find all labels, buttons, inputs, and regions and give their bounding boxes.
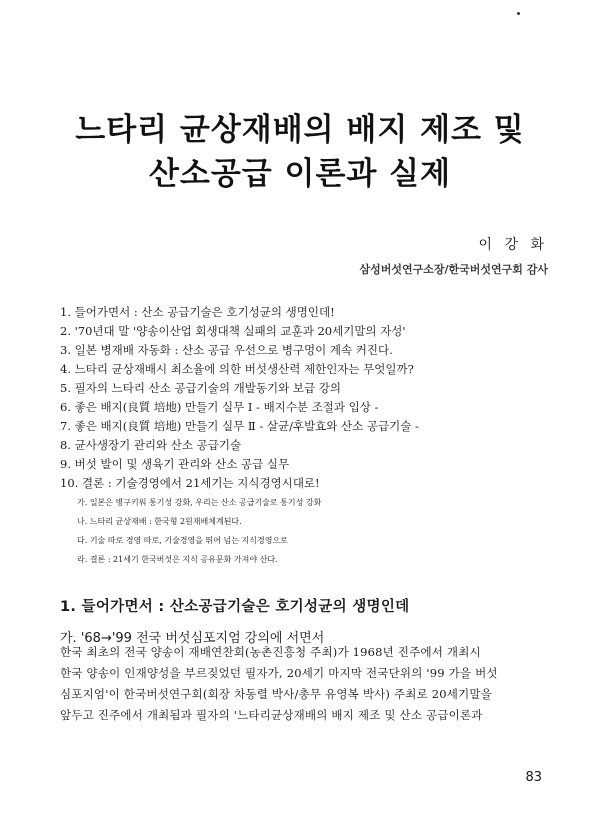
toc-item: 6. 좋은 배지(良質 培地) 만들기 실무 Ⅰ - 배지수분 조절과 입상 - [60, 400, 379, 414]
toc-item: 9. 버섯 발이 및 생육기 관리와 산소 공급 실무 [60, 457, 290, 471]
toc-item: 2. '70년대 말 '양송이산업 회생대책 실패의 교훈과 20세기말의 자성' [60, 324, 406, 338]
title-line-1: 느타리 균상재배의 배지 제조 및 [75, 112, 525, 148]
toc-item: 4. 느타리 균상재배시 최소율에 의한 버섯생산력 제한인자는 무엇일까? [60, 362, 414, 376]
paragraph-line: 앞두고 진주에서 개최됨과 필자의 '느타리균상재배의 배지 제조 및 산소 공급이론과 [60, 708, 483, 722]
toc-item: 7. 좋은 배지(良質 培地) 만들기 실무 Ⅱ - 살균/후발효와 산소 공급기술 - [60, 419, 419, 433]
page-number: 83 [525, 770, 542, 785]
section-subheading: 가. '68→'99 전국 버섯심포지엄 강의에 서면서 [60, 631, 325, 646]
toc-item: 10. 결론 : 기술경영에서 21세기는 지식경영시대로! [60, 476, 320, 490]
body-paragraph [60, 641, 554, 726]
title-line-2: 산소공급 이론과 실제 [148, 156, 452, 192]
scan-speck [517, 12, 520, 15]
table-of-contents [60, 303, 560, 569]
toc-subitem: 라. 결론 : 21세기 한국버섯은 지식 공유문화 가져야 산다. [77, 555, 278, 564]
toc-subitem: 다. 기술 따로 경영 따로, 기술경영을 뛰어 넘는 지식경영으로 [77, 536, 288, 545]
toc-item: 3. 일본 병재배 자동화 : 산소 공급 우선으로 병구멍이 계속 커진다. [60, 343, 393, 357]
paragraph-line: 한국 최초의 전국 양송이 재배연찬회(농촌진흥청 주최)가 1968년 진주에서 개최시 [60, 645, 481, 659]
toc-subitem: 나. 느타리 균상재배 : 한국형 2원재배체계된다. [77, 517, 242, 526]
section-heading: 1. 들어가면서 : 산소공급기술은 호기성균의 생명인데 [60, 599, 410, 615]
toc-subitem: 가. 일본은 병구키워 통기성 강화, 우리는 산소 공급기술로 통기성 강화 [77, 498, 322, 507]
toc-item: 8. 균사생장기 관리와 산소 공급기술 [60, 438, 242, 452]
toc-item: 1. 들어가면서 : 산소 공급기술은 호기성균의 생명인데! [60, 305, 335, 319]
article-title [0, 108, 600, 196]
author-affiliation: 삼성버섯연구소장/한국버섯연구회 감사 [359, 263, 548, 276]
paragraph-line: 한국 양송이 인재양성을 부르짖었던 필자가, 20세기 마지막 전국단위의 '99 가을 버섯 [60, 666, 498, 680]
paragraph-line: 심포지엄'이 한국버섯연구회(회장 차동렬 박사/총무 유영복 박사) 주최로 20세기말을 [60, 687, 493, 701]
toc-item: 5. 필자의 느타리 산소 공급기술의 개발동기와 보급 강의 [60, 381, 341, 395]
author-name: 이 강 화 [478, 237, 548, 253]
